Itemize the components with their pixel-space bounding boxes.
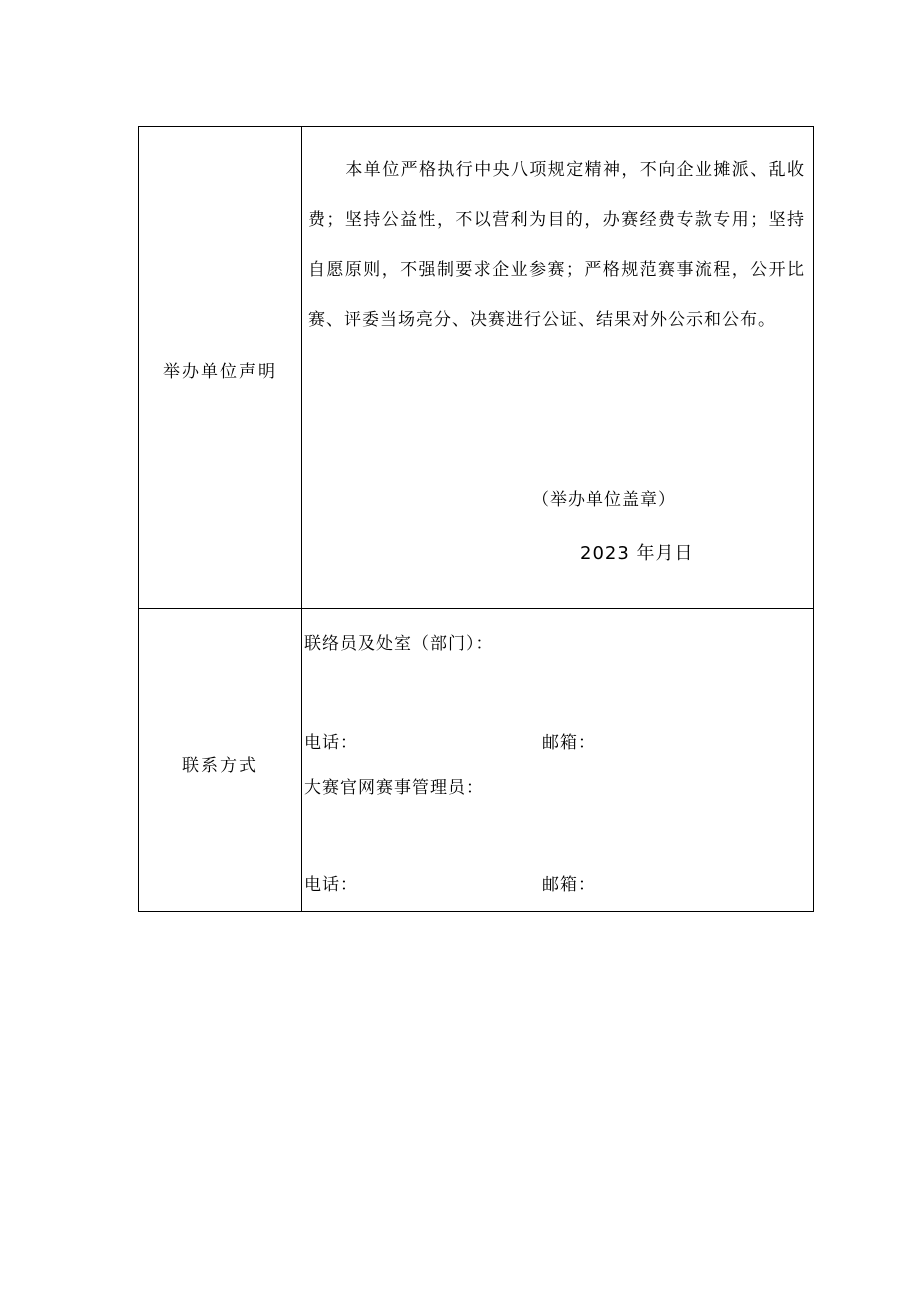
declaration-form-table [138,126,814,912]
declaration-date: 2023 年月日 [580,543,694,564]
declaration-label-cell [139,127,302,609]
declaration-label: 举办单位声明 [163,362,277,382]
email-label-1: 邮箱： [542,733,596,753]
email-label-2: 邮箱： [542,875,596,895]
admin-label: 大赛官网赛事管理员： [304,778,484,798]
seal-note: （举办单位盖章） [532,490,676,510]
declaration-row [139,127,814,609]
phone-label-1: 电话： [304,733,358,753]
contact-label-cell [139,609,302,912]
contact-label: 联系方式 [182,756,258,776]
declaration-body-text: 本单位严格执行中央八项规定精神，不向企业摊派、乱收费；坚持公益性，不以营利为目的，办赛经费专款专用；坚持自愿原则，不强制要求企业参赛；严格规范赛事流程，公开比赛、评委当场亮分、决赛进行公证、结果对外公示和公布。 [308,160,805,330]
contact-content-cell [302,609,814,912]
declaration-content-cell [302,127,814,609]
liaison-label: 联络员及处室（部门）： [304,634,494,654]
phone-label-2: 电话： [304,875,358,895]
contact-row [139,609,814,912]
